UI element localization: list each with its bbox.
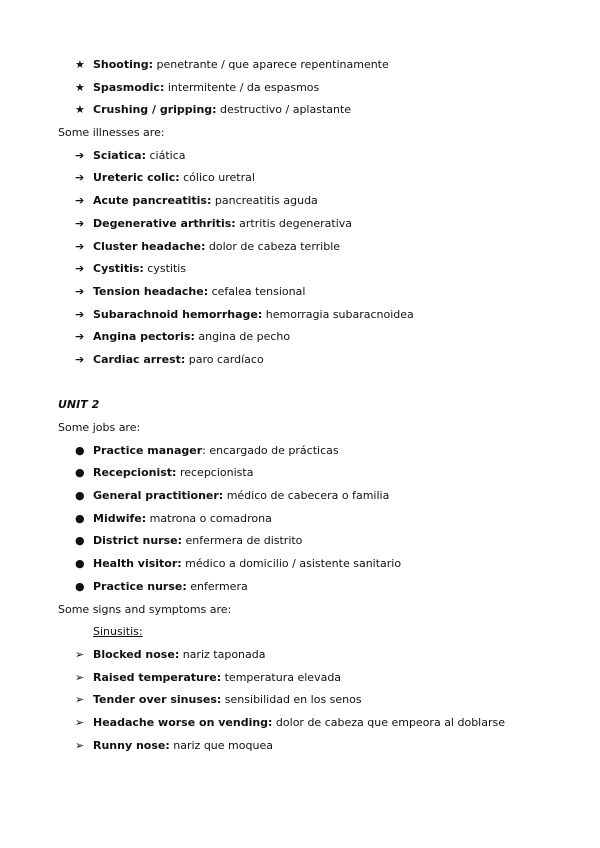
dot-bullet-icon: ● (75, 489, 85, 503)
dot-bullet-icon: ● (75, 466, 85, 480)
arrowhead-bullet-icon: ➢ (75, 647, 85, 661)
list-item: ● District nurse: enfermera de distrito (58, 530, 600, 553)
list-item: ● Midwife: matrona o comadrona (58, 508, 600, 531)
dot-bullet-icon: ● (75, 534, 85, 548)
spacer (58, 372, 600, 395)
list-item: ● General practitioner: médico de cabecera o familia (58, 485, 600, 508)
arrowhead-bullet-icon: ➢ (75, 715, 85, 729)
list-item: ➔ Angina pectoris: angina de pecho (58, 326, 600, 349)
star-bullet-icon: ★ (75, 58, 85, 71)
star-bullet-icon: ★ (75, 80, 85, 94)
arrow-bullet-icon: ➔ (75, 284, 85, 298)
list-item: ● Health visitor: médico a domicilio / asistente sanitario (58, 553, 600, 576)
list-item: ➔ Tension headache: cefalea tensional (58, 281, 600, 304)
list-item: ➔ Acute pancreatitis: pancreatitis aguda (58, 190, 600, 213)
arrowhead-bullet-icon: ➢ (75, 693, 85, 707)
dot-bullet-icon: ● (75, 579, 85, 593)
arrow-bullet-icon: ➔ (75, 352, 85, 366)
list-item: ★ Spasmodic: intermitente / da espasmos (58, 77, 600, 100)
list-item: ➢ Headache worse on vending: dolor de cabeza que empeora al doblarse (58, 712, 600, 735)
sinusitis-list (58, 644, 600, 757)
arrow-bullet-icon: ➔ (75, 171, 85, 185)
dot-bullet-icon: ● (75, 443, 85, 457)
list-item: ➔ Cystitis: cystitis (58, 258, 600, 281)
sinusitis-subheading: Sinusitis: (93, 625, 143, 639)
arrow-bullet-icon: ➔ (75, 262, 85, 276)
arrow-bullet-icon: ➔ (75, 239, 85, 253)
list-item: ➢ Runny nose: nariz que moquea (58, 735, 600, 758)
signs-intro: Some signs and symptoms are: (58, 602, 232, 616)
dot-bullet-icon: ● (75, 511, 85, 525)
arrow-bullet-icon: ➔ (75, 216, 85, 230)
illnesses-intro: Some illnesses are: (58, 126, 165, 140)
list-item: ● Practice manager: encargado de prácticas (58, 440, 600, 463)
arrow-bullet-icon: ➔ (75, 148, 85, 162)
list-item: ➔ Subarachnoid hemorrhage: hemorragia subaracnoidea (58, 304, 600, 327)
list-item: ★ Crushing / gripping: destructivo / aplastante (58, 99, 600, 122)
list-item: ➔ Ureteric colic: cólico uretral (58, 167, 600, 190)
unit-heading: UNIT 2 (58, 398, 100, 412)
arrow-bullet-icon: ➔ (75, 307, 85, 321)
star-list (58, 54, 600, 122)
jobs-intro: Some jobs are: (58, 421, 141, 434)
list-item: ➢ Tender over sinuses: sensibilidad en los senos (58, 689, 600, 712)
list-item: ➢ Blocked nose: nariz taponada (58, 644, 600, 667)
illnesses-list (58, 145, 600, 372)
list-item: ➔ Cardiac arrest: paro cardíaco (58, 349, 600, 372)
arrow-bullet-icon: ➔ (75, 330, 85, 344)
dot-bullet-icon: ● (75, 557, 85, 571)
list-item: ➔ Sciatica: ciática (58, 145, 600, 168)
list-item: ● Practice nurse: enfermera (58, 576, 600, 599)
list-item: ➔ Cluster headache: dolor de cabeza terrible (58, 236, 600, 259)
list-item: ★ Shooting: penetrante / que aparece repentinamente (58, 54, 600, 77)
arrowhead-bullet-icon: ➢ (75, 738, 85, 752)
arrowhead-bullet-icon: ➢ (75, 670, 85, 684)
arrow-bullet-icon: ➔ (75, 194, 85, 208)
list-item: ➔ Degenerative arthritis: artritis degenerativa (58, 213, 600, 236)
jobs-list (58, 440, 600, 599)
list-item: ● Recepcionist: recepcionista (58, 462, 600, 485)
star-bullet-icon: ★ (75, 103, 85, 117)
list-item: ➢ Raised temperature: temperatura elevada (58, 667, 600, 690)
